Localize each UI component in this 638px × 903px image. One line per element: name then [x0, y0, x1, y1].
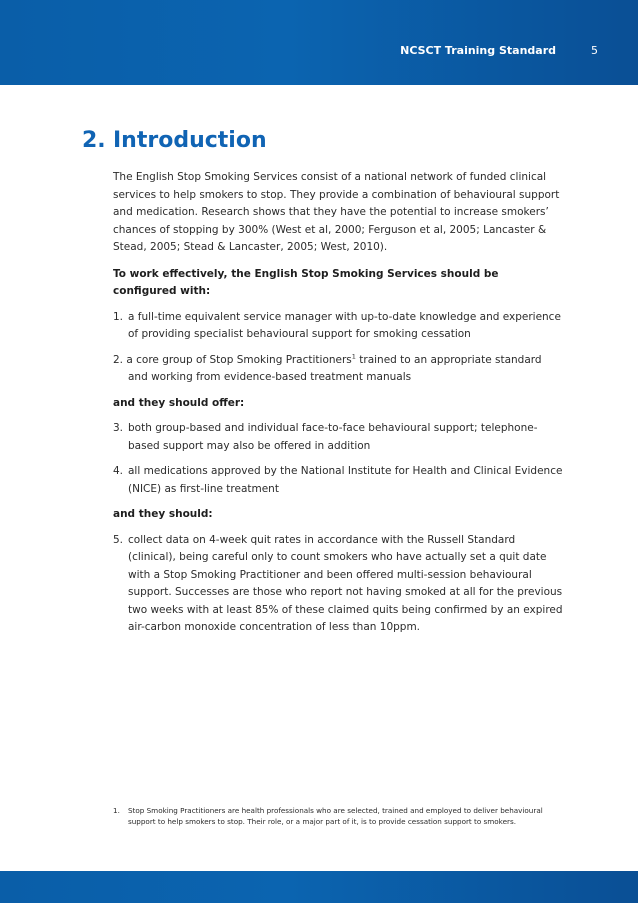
page-number: 5 — [591, 44, 598, 57]
header-band — [0, 0, 638, 85]
list-item-number: 4. — [113, 465, 124, 477]
list-item-number: 1. — [113, 310, 124, 323]
list-item-text: both group-based and individual face-to-face behavioural support; telephone-based support may also be offered in addition — [128, 422, 538, 452]
list-item-text: a full-time equivalent service manager with up-to-date knowledge and experience of providing specialist behavioural support for smoking cessation — [128, 310, 561, 340]
list-item-number: 5. — [113, 533, 124, 546]
body-content — [113, 169, 563, 645]
footer-band — [0, 871, 638, 903]
lead-configured: To work effectively, the English Stop Smoking Services should be configured with: — [113, 267, 499, 297]
list-item-number: 2. — [113, 353, 124, 366]
section-title: Introduction — [113, 128, 267, 153]
lead-should: and they should: — [113, 508, 213, 520]
footnote — [113, 805, 563, 827]
section-number: 2. — [82, 128, 106, 153]
footnote-text: Stop Smoking Practitioners are health professionals who are selected, trained and employed to deliver behavioural support to help smokers to stop. Their role, or a major part of it, is to provide cessation support to smokers. — [128, 806, 543, 826]
list-item — [113, 420, 563, 455]
list-item — [113, 463, 563, 498]
list-item — [113, 532, 563, 637]
lead-offer: and they should offer: — [113, 396, 245, 409]
footnote-reference[interactable]: 1 — [351, 352, 356, 360]
document-title: NCSCT Training Standard — [400, 44, 556, 57]
intro-paragraph: The English Stop Smoking Services consist of a national network of funded clinical services to help smokers to stop. They provide a combination of behavioural support and medication. Research shows that they have the potential to increase smokers’ chances of stopping by 300% (West et al, 2000; Ferguson et al, 2005; Lancaster & Stead, 2005; Stead & Lancaster, 2005; West, 2010). — [113, 171, 560, 253]
list-item-text-before: a core group of Stop Smoking Practitioners — [126, 353, 352, 366]
list-item-text: collect data on 4-week quit rates in accordance with the Russell Standard (clinical), being careful only to count smokers who have actually set a quit date with a Stop Smoking Practitioner and been offered multi-session behavioural support. Successes are those who report not having smoked at all for the previous two weeks with at least 85% of these claimed quits being confirmed by an expired air-carbon monoxide concentration of less than 10ppm. — [128, 533, 563, 633]
list-item — [113, 352, 563, 387]
list-item-text-after: trained to an appropriate standard and working from evidence-based treatment manuals — [128, 353, 542, 383]
list-item-text: all medications approved by the National Institute for Health and Clinical Evidence (NICE) as first-line treatment — [128, 465, 563, 495]
footnote-number: 1. — [113, 806, 120, 815]
list-item-number: 3. — [113, 422, 124, 434]
list-item — [113, 309, 563, 344]
section-heading — [82, 128, 267, 153]
